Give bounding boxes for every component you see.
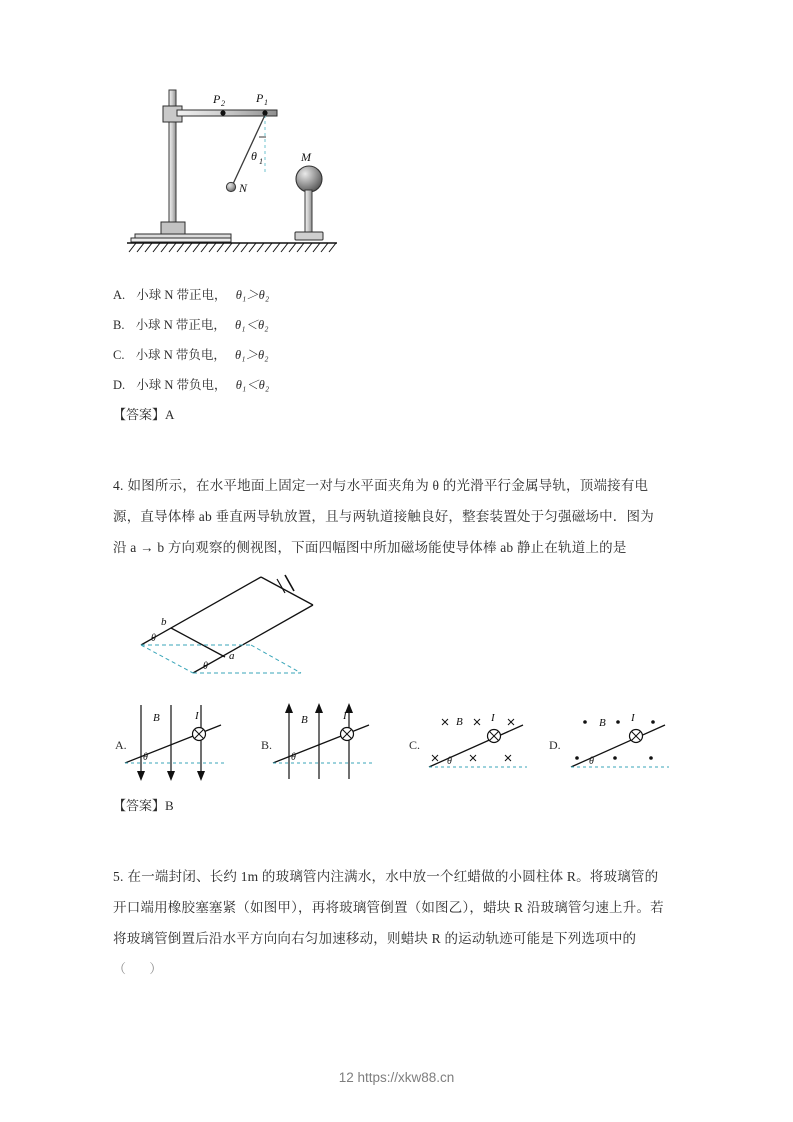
q3-option-d-label: D. [113, 378, 126, 392]
svg-text:θ: θ [291, 752, 296, 763]
svg-text:B: B [153, 712, 160, 724]
q3-option-a-label: A. [113, 288, 126, 302]
inclined-rails-figure [133, 573, 433, 685]
svg-text:B: B [456, 716, 463, 728]
q3-option-a-condition: θ₁＞θ₂ [235, 288, 270, 302]
svg-text:2: 2 [221, 99, 225, 108]
q5-line-1 [113, 861, 693, 892]
q4-line-2: 源，直导体棒 ab 垂直两导轨放置，且与两轨道接触良好，整套装置处于匀强磁场中．图为 [113, 509, 654, 524]
svg-text:b: b [161, 616, 167, 628]
svg-text:D.: D. [549, 738, 561, 752]
q4-line-3: 沿 a → b 方向观察的侧视图，下面四幅图中所加磁场能使导体棒 ab 静止在轨道上的是 [113, 540, 627, 555]
q3-option-b-condition: θ₁＜θ₂ [235, 318, 269, 332]
svg-text:I: I [491, 712, 495, 724]
svg-text:θ: θ [447, 756, 452, 767]
q3-option-d-text: 小球 N 带负电， [136, 378, 227, 392]
svg-text:B.: B. [261, 738, 273, 752]
svg-text:A.: A. [115, 738, 127, 752]
svg-text:1: 1 [264, 98, 268, 107]
svg-text:θ: θ [151, 633, 156, 644]
q3-option-d-condition: θ₁＜θ₂ [235, 378, 270, 392]
q3-option-b-text: 小球 N 带正电， [135, 318, 226, 332]
page-footer: 12 https://xkw88.cn [338, 1070, 455, 1085]
svg-text:1: 1 [259, 157, 263, 166]
q5-line-2: 开口端用橡胶塞塞紧（如图甲），再将玻璃管倒置（如图乙），蜡块 R 沿玻璃管匀速上升。若 [113, 900, 664, 915]
svg-text:θ: θ [143, 752, 148, 763]
q4-text-line1: 如图所示，在水平地面上固定一对与水平面夹角为 θ 的光滑平行金属导轨，顶端接有电 [127, 478, 649, 493]
page-content [113, 80, 693, 984]
q3-option-c[interactable] [113, 340, 693, 370]
q4-line-1 [113, 470, 693, 501]
q4-option-c-diagram [409, 712, 527, 767]
q3-answer: 【答案】A [113, 407, 175, 422]
q4-option-d-diagram [549, 712, 669, 767]
q3-option-a[interactable] [113, 280, 693, 310]
svg-text:a: a [229, 650, 235, 662]
q3-option-c-text: 小球 N 带负电， [135, 348, 226, 362]
q4-option-diagrams [113, 695, 693, 791]
electrostatics-stand-figure [125, 80, 385, 270]
q3-option-a-text: 小球 N 带正电， [136, 288, 227, 302]
svg-text:B: B [599, 717, 606, 729]
svg-text:N: N [239, 181, 248, 195]
q5-line-3: 将玻璃管倒置后沿水平方向向右匀加速移动，则蜡块 R 的运动轨迹可能是下列选项中的 [113, 931, 637, 946]
q3-option-d[interactable] [113, 370, 693, 400]
svg-text:M: M [301, 150, 311, 164]
q4-option-b-diagram [261, 703, 373, 779]
svg-text:θ: θ [251, 149, 257, 163]
q4-answer: 【答案】B [113, 798, 174, 813]
q3-option-c-label: C. [113, 348, 125, 362]
svg-text:P: P [213, 92, 221, 106]
q5-text-line1: 在一端封闭、长约 1m 的玻璃管内注满水，水中放一个红蜡做的小圆柱体 R。将玻璃管的 [127, 869, 659, 884]
q3-option-b-label: B. [113, 318, 125, 332]
q5-answer-parens: （ ） [113, 961, 173, 976]
svg-text:θ: θ [203, 661, 208, 672]
svg-text:I: I [631, 712, 635, 724]
svg-text:I: I [195, 710, 199, 722]
q4-option-a-diagram [115, 705, 225, 781]
svg-text:C.: C. [409, 738, 421, 752]
svg-text:I: I [343, 710, 347, 722]
q3-option-c-condition: θ₁＞θ₂ [235, 348, 269, 362]
svg-text:θ: θ [589, 756, 594, 767]
q4-number: 4. [113, 478, 124, 493]
q5-number: 5. [113, 869, 124, 884]
svg-text:B: B [301, 714, 308, 726]
q3-option-b[interactable] [113, 310, 693, 340]
svg-text:P: P [256, 91, 264, 105]
